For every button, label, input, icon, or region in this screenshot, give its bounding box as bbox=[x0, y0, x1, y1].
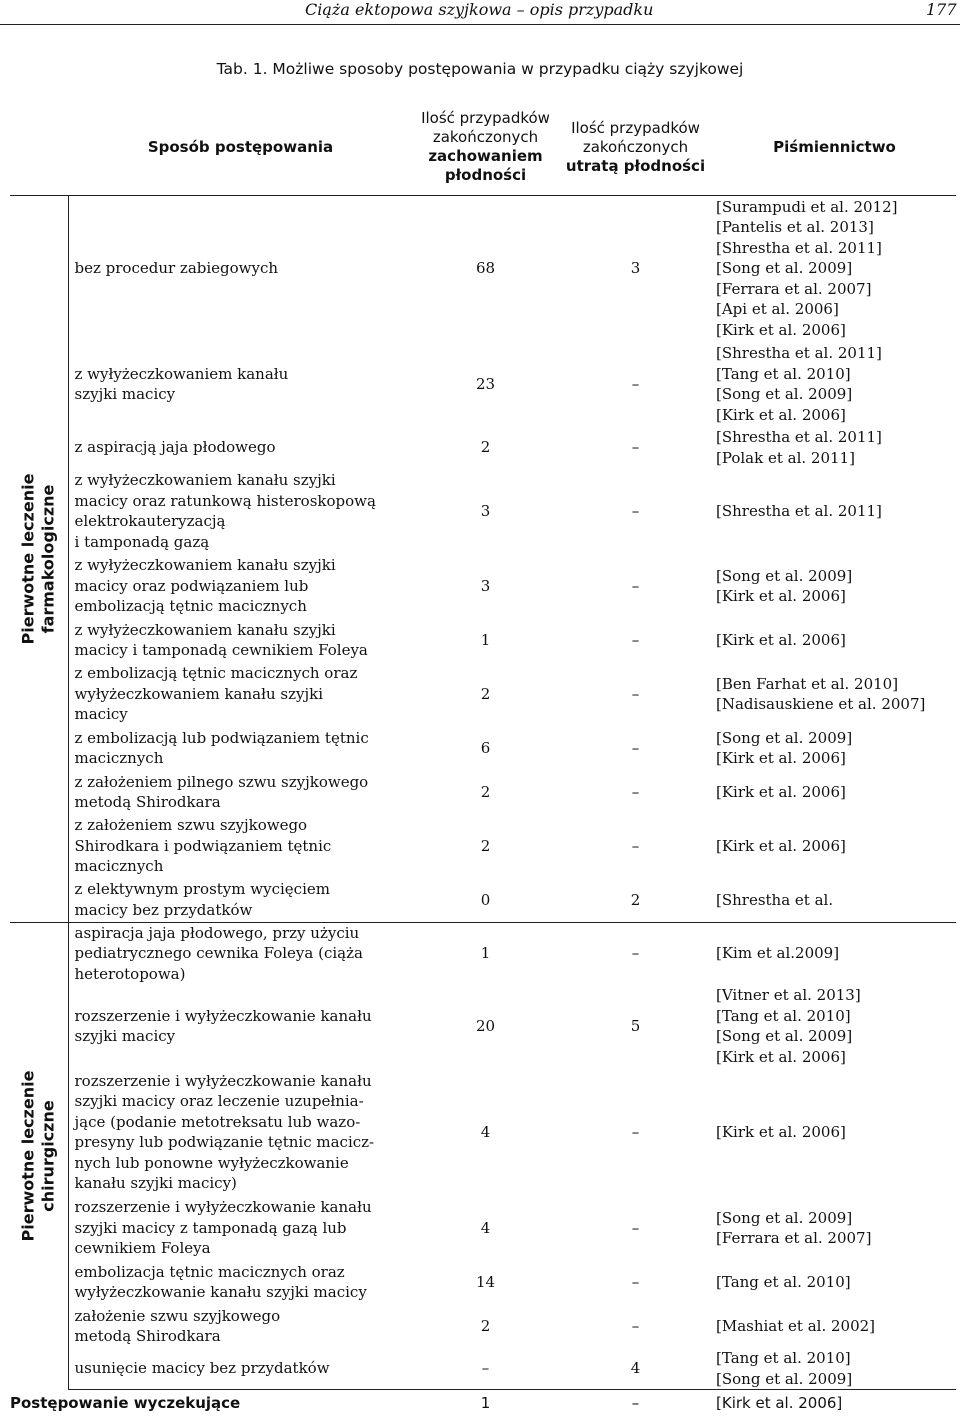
references-cell: [Ben Farhat et al. 2010] [Nadisauskiene et al. 2007] bbox=[716, 674, 926, 713]
preserved-count: 2 bbox=[480, 782, 491, 801]
preserved-count: 2 bbox=[480, 438, 491, 457]
references-cell: [Kim et al.2009] bbox=[713, 922, 956, 984]
preserved-count: 68 bbox=[413, 195, 558, 341]
references-cell: [Song et al. 2009] [Ferrara et al. 2007] bbox=[716, 1208, 872, 1247]
method-cell: założenie szwu szyjkowego metodą Shirodkara bbox=[74, 1306, 281, 1345]
lost-count: – bbox=[631, 1122, 640, 1141]
preserved-count: – bbox=[413, 1348, 558, 1390]
preserved-count: 20 bbox=[475, 1016, 496, 1035]
surgical-group-label bbox=[10, 922, 68, 1390]
references-cell: [Shrestha et al. 2011] [Tang et al. 2010] [Song et al. 2009] [Kirk et al. 2006] bbox=[716, 344, 882, 424]
references-cell: [Shrestha et al. 2011] bbox=[716, 501, 882, 520]
preserved-count: 0 bbox=[413, 878, 558, 922]
lost-count: – bbox=[631, 1218, 640, 1237]
method-cell: embolizacja tętnic macicznych oraz wyłyżeczkowanie kanału szyjki macicy bbox=[74, 1262, 367, 1301]
preserved-count: 1 bbox=[480, 1393, 491, 1412]
lost-count: – bbox=[631, 1316, 640, 1335]
method-cell: z embolizacją lub podwiązaniem tętnic macicznych bbox=[74, 728, 369, 767]
lost-count: – bbox=[631, 1393, 640, 1412]
preserved-count: 2 bbox=[480, 684, 491, 703]
table-row bbox=[10, 554, 956, 618]
header-lost: Ilość przypadków zakończonych utratą płodności bbox=[565, 118, 706, 175]
preserved-count: 2 bbox=[480, 1316, 491, 1335]
header-row bbox=[10, 100, 956, 195]
method-cell: bez procedur zabiegowych bbox=[68, 195, 413, 341]
lost-count: – bbox=[631, 576, 640, 595]
table-row bbox=[10, 618, 956, 662]
preserved-count: 4 bbox=[480, 1122, 491, 1141]
header-literature: Piśmiennictwo bbox=[773, 137, 896, 156]
method-cell: z założeniem szwu szyjkowego Shirodkara i podwiązaniem tętnic macicznych bbox=[74, 816, 332, 876]
lost-count: – bbox=[631, 374, 640, 393]
table-row bbox=[10, 726, 956, 770]
table-row bbox=[10, 1260, 956, 1304]
preserved-count: 4 bbox=[480, 1218, 491, 1237]
table-row-waiting bbox=[10, 1390, 956, 1416]
treatment-table bbox=[10, 100, 956, 1416]
method-cell: rozszerzenie i wyłyżeczkowanie kanału szyjki macicy z tamponadą gazą lub cewnikiem Foleya bbox=[74, 1198, 372, 1258]
lost-count: – bbox=[631, 738, 640, 757]
table-row bbox=[10, 1304, 956, 1348]
table-row bbox=[10, 468, 956, 554]
references-cell: [Shrestha et al. bbox=[713, 878, 956, 922]
table-row bbox=[10, 814, 956, 878]
pharmacological-group-label bbox=[10, 195, 68, 922]
preserved-count: 23 bbox=[475, 374, 496, 393]
method-cell: z elektywnym prostym wycięciem macicy bez przydatków bbox=[68, 878, 413, 922]
preserved-count: 1 bbox=[480, 630, 491, 649]
lost-count: – bbox=[631, 501, 640, 520]
references-cell: [Kirk et al. 2006] bbox=[716, 836, 846, 855]
pharmacological-group-line2: farmakologiczne bbox=[38, 484, 58, 633]
method-cell: rozszerzenie i wyłyżeczkowanie kanału szyjki macicy bbox=[74, 1006, 372, 1045]
references-cell: [Song et al. 2009] [Kirk et al. 2006] bbox=[716, 566, 853, 605]
method-cell: z założeniem pilnego szwu szyjkowego metodą Shirodkara bbox=[74, 772, 369, 811]
table-row bbox=[10, 1196, 956, 1260]
method-cell: z wyłyżeczkowaniem kanału szyjki macicy oraz ratunkową histeroskopową elektrokauteryzacją i tamponadą gazą bbox=[74, 471, 376, 551]
preserved-count: 1 bbox=[413, 922, 558, 984]
method-cell: usunięcie macicy bez przydatków bbox=[68, 1348, 413, 1390]
lost-count: 3 bbox=[558, 195, 713, 341]
references-cell: [Mashiat et al. 2002] bbox=[716, 1316, 876, 1335]
preserved-count: 14 bbox=[475, 1272, 496, 1291]
preserved-count: 3 bbox=[480, 576, 491, 595]
table-row bbox=[10, 984, 956, 1068]
references-cell: [Kirk et al. 2006] bbox=[716, 782, 846, 801]
lost-count: – bbox=[631, 1272, 640, 1291]
references-cell: [Vitner et al. 2013] [Tang et al. 2010] [Song et al. 2009] [Kirk et al. 2006] bbox=[716, 986, 861, 1066]
surgical-group-line2: chirurgiczne bbox=[38, 1100, 58, 1212]
lost-count: – bbox=[558, 922, 713, 984]
header-preserved: Ilość przypadków zakończonych zachowaniem płodności bbox=[421, 109, 550, 185]
table-row bbox=[10, 195, 956, 341]
lost-count: 4 bbox=[558, 1348, 713, 1390]
lost-count: – bbox=[631, 684, 640, 703]
references-cell: [Song et al. 2009] [Kirk et al. 2006] bbox=[716, 728, 853, 767]
lost-count: – bbox=[631, 836, 640, 855]
header-method: Sposób postępowania bbox=[147, 137, 334, 156]
method-cell: z embolizacją tętnic macicznych oraz wyłyżeczkowaniem kanału szyjki macicy bbox=[74, 664, 358, 724]
references-cell: [Surampudi et al. 2012] [Pantelis et al. 2013] [Shrestha et al. 2011] [Song et al. 2009] [Ferrara et al. 2007] [Api et al. 2006] [Kirk et al. 2006] bbox=[713, 195, 956, 341]
pharmacological-group-line1: Pierwotne leczenie bbox=[18, 473, 38, 644]
preserved-count: 2 bbox=[480, 836, 491, 855]
table-row bbox=[10, 878, 956, 922]
lost-count: 2 bbox=[558, 878, 713, 922]
table-row bbox=[10, 770, 956, 814]
running-head bbox=[0, 0, 960, 26]
table-row bbox=[10, 662, 956, 726]
table-row bbox=[10, 341, 956, 427]
lost-count: – bbox=[631, 782, 640, 801]
method-cell: z wyłyżeczkowaniem kanału szyjki macicy oraz podwiązaniem lub embolizacją tętnic macicznych bbox=[74, 556, 336, 616]
header-rule bbox=[0, 24, 960, 25]
lost-count: 5 bbox=[630, 1016, 641, 1035]
references-cell: [Kirk et al. 2006] bbox=[716, 1393, 843, 1412]
lost-count: – bbox=[631, 630, 640, 649]
table-row bbox=[10, 427, 956, 468]
page-number: 177 bbox=[926, 0, 957, 19]
lost-count: – bbox=[631, 438, 640, 457]
method-cell: z wyłyżeczkowaniem kanału szyjki macicy i tamponadą cewnikiem Foleya bbox=[74, 620, 368, 659]
references-cell: [Shrestha et al. 2011] [Polak et al. 2011] bbox=[716, 428, 882, 467]
references-cell: [Kirk et al. 2006] bbox=[716, 630, 846, 649]
references-cell: [Tang et al. 2010] bbox=[716, 1272, 851, 1291]
method-cell: aspiracja jaja płodowego, przy użyciu pediatrycznego cewnika Foleya (ciąża heterotopowa) bbox=[68, 922, 413, 984]
table-row bbox=[10, 1068, 956, 1196]
references-cell: [Tang et al. 2010] [Song et al. 2009] bbox=[713, 1348, 956, 1390]
surgical-group-line1: Pierwotne leczenie bbox=[18, 1070, 38, 1242]
table-row bbox=[10, 1348, 956, 1390]
method-cell: z aspiracją jaja płodowego bbox=[74, 438, 276, 457]
table-caption: Tab. 1. Możliwe sposoby postępowania w przypadku ciąży szyjkowej bbox=[216, 60, 744, 78]
method-cell: z wyłyżeczkowaniem kanału szyjki macicy bbox=[74, 364, 289, 403]
references-cell: [Kirk et al. 2006] bbox=[716, 1122, 846, 1141]
preserved-count: 6 bbox=[480, 738, 491, 757]
running-head-title: Ciąża ektopowa szyjkowa – opis przypadku bbox=[305, 0, 654, 19]
preserved-count: 3 bbox=[480, 501, 491, 520]
table-row bbox=[10, 922, 956, 984]
method-cell: rozszerzenie i wyłyżeczkowanie kanału szyjki macicy oraz leczenie uzupełnia- jące (podanie metotreksatu lub wazo- presyny lub podwiązanie tętnic macicz- nych lub ponowne wyłyżeczkowanie kanału szyjki macicy) bbox=[74, 1071, 375, 1192]
method-cell-waiting: Postępowanie wyczekujące bbox=[10, 1393, 241, 1412]
